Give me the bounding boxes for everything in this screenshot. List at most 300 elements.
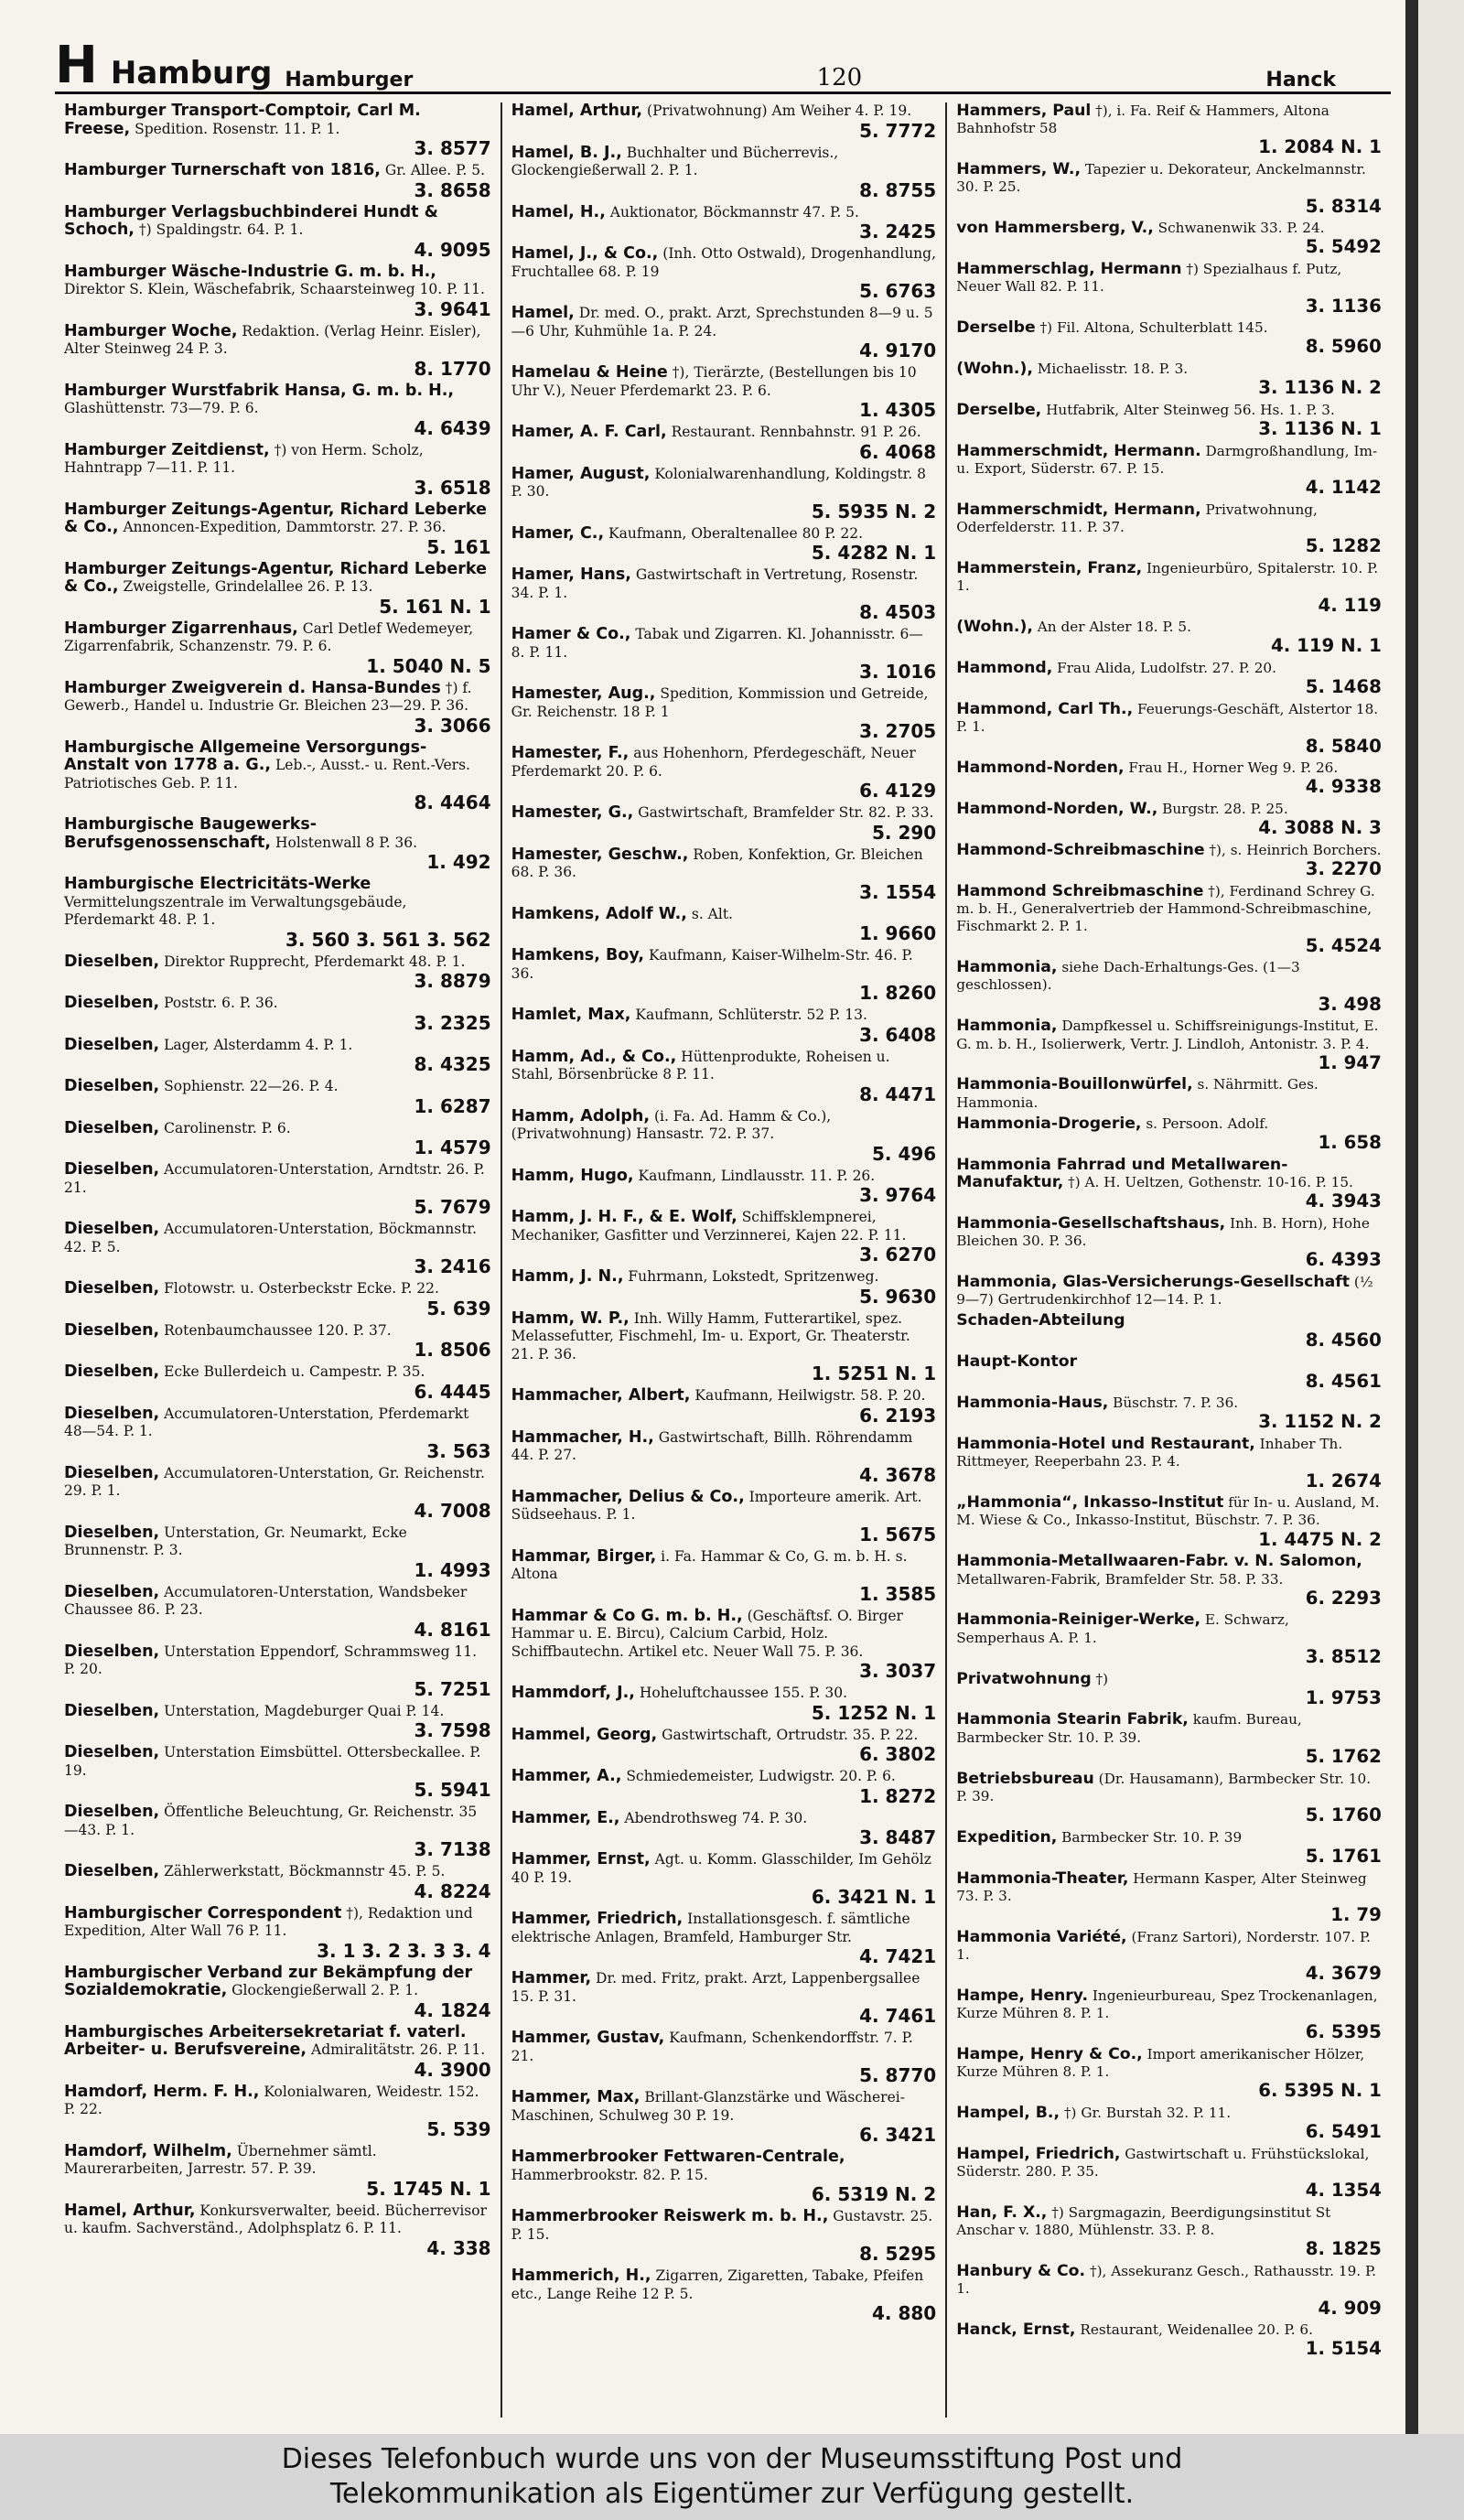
- footer-notice: [0, 2434, 1464, 2520]
- entry-details: Roben, Konfektion, Gr. Bleichen 68. P. 36.: [511, 845, 923, 880]
- entry-details: Kolonialwaren, Weidestr. 152. P. 22.: [64, 2083, 479, 2117]
- entry-phone-number: 1. 4305: [859, 399, 937, 421]
- entry-name: Dieselben,: [64, 994, 160, 1012]
- entry-name: Dieselben,: [64, 1404, 160, 1423]
- entry-details: s. Persoon. Adolf.: [1146, 1115, 1269, 1132]
- entry-name: Haupt-Kontor: [956, 1352, 1078, 1372]
- entry-name: Hammerschmidt, Hermann.: [956, 441, 1201, 460]
- directory-entry: [511, 626, 937, 682]
- entry-details: Accumulatoren-Unterstation, Böckmannstr. 42. P. 5.: [64, 1221, 478, 1255]
- directory-entry: [956, 959, 1382, 1014]
- entry-phone-number: 5. 1762: [1305, 1745, 1382, 1767]
- entry-phone-number: 3. 8512: [1305, 1645, 1382, 1667]
- entry-name: Hamm, Adolph,: [511, 1106, 650, 1125]
- directory-entry: [511, 745, 937, 801]
- entry-phone-number: 3. 9764: [859, 1184, 937, 1206]
- directory-entry: [956, 161, 1382, 216]
- entry-details: i. Fa. Hammar & Co, G. m. b. H. s. Altona: [511, 1547, 908, 1582]
- entry-details: Hutfabrik, Alter Steinweg 56. Hs. 1. P. 3.: [1046, 402, 1335, 419]
- directory-entry: [64, 1037, 491, 1075]
- entry-name: Hamburger Wäsche-Industrie G. m. b. H.,: [64, 262, 436, 281]
- directory-entry: [956, 1987, 1382, 2042]
- entry-name: Hammond-Norden,: [956, 759, 1125, 778]
- directory-entry: [511, 1489, 937, 1545]
- entry-name: Hamburgische Electricitäts-Werke: [64, 875, 371, 893]
- directory-entry: [64, 162, 491, 200]
- directory-entry: [511, 2030, 937, 2085]
- entry-phone-number: 1. 3585: [859, 1582, 937, 1605]
- entry-details: Unterstation Eimsbüttel. Ottersbeckallee. P. 19.: [64, 1744, 481, 1779]
- entry-details: Accumulatoren-Unterstation, Gr. Reichenstr. 29. P. 1.: [64, 1464, 485, 1499]
- entry-details: Restaurant, Weidenallee 20. P. 6.: [1080, 2321, 1313, 2339]
- entry-details: (Geschäftsf. O. Birger Hammar u. E. Bircu), Calcium Carbid, Holz. Schiffbautechn. Artikel etc. Neuer Wall 75. P. 36.: [511, 1607, 903, 1660]
- entry-phone-number: 1. 6287: [414, 1094, 491, 1117]
- entry-phone-number: 5. 8314: [1305, 195, 1382, 217]
- entry-details: Hüttenprodukte, Roheisen u. Stahl, Börsenbrücke 8 P. 11.: [511, 1048, 890, 1082]
- entry-phone-number: 3. 6518: [414, 476, 491, 499]
- entry-phone-number: 1. 5675: [859, 1523, 937, 1545]
- entry-phone-number: 3. 1016: [859, 661, 937, 683]
- directory-entry: [956, 1611, 1382, 1666]
- entry-name: Derselbe: [956, 318, 1036, 338]
- directory-entry: [64, 1643, 491, 1699]
- directory-entry: [64, 1363, 491, 1402]
- entry-name: Hamel, B. J.,: [511, 143, 622, 162]
- entry-name: Hamester, Geschw.,: [511, 845, 689, 864]
- entry-details: Unterstation Eppendorf, Schrammsweg 11. P. 20.: [64, 1642, 478, 1677]
- entry-phone-number: 3. 563: [426, 1439, 491, 1462]
- directory-entry: [511, 525, 937, 564]
- adjacent-page-edge: [1405, 0, 1464, 2434]
- directory-entry: [64, 102, 491, 158]
- entry-details: Konkursverwalter, beeid. Bücherrevisor u. kaufm. Sachverständ., Adolphsplatz 6. P. 11.: [64, 2202, 488, 2236]
- footer-line-2: Telekommunikation als Eigentümer zur Verfügung gestellt.: [329, 2478, 1135, 2510]
- directory-entry: [956, 402, 1382, 439]
- entry-phone-number: 4. 9095: [414, 238, 491, 261]
- entry-details: Kaufmann, Schlüterstr. 52 P. 13.: [635, 1007, 867, 1023]
- entry-details: †), Redaktion und Expedition, Alter Wall 76 P. 11.: [64, 1904, 473, 1939]
- entry-name: Hammonia Variété,: [956, 1927, 1127, 1946]
- entry-phone-number: 6. 4445: [414, 1380, 491, 1403]
- entry-phone-number: 4. 3088 N. 3: [1258, 817, 1382, 839]
- entry-name: Hamburger Verlagsbuchbinderei Hundt & Schoch,: [64, 202, 438, 239]
- entry-name: Hamburger Zeitdienst,: [64, 440, 270, 459]
- entry-phone-number: 3. 2270: [1305, 858, 1382, 880]
- entry-name: Hammacher, Delius & Co.,: [511, 1487, 745, 1506]
- entry-details: †), i. Fa. Reif & Hammers, Altona Bahnhofstr 58: [956, 102, 1329, 137]
- directory-entry: [956, 1671, 1382, 1708]
- entry-details: Dr. med. Fritz, prakt. Arzt, Lappenbergsallee 15. P. 31.: [511, 1970, 920, 2005]
- entry-details: Redaktion. (Verlag Heinr. Eisler), Alter Steinweg 24 P. 3.: [64, 322, 481, 357]
- entry-name: Hamburgische Allgemeine Versorgungs-Anstalt von 1778 a. G.,: [64, 738, 427, 774]
- entry-phone-number: 3. 1136: [1305, 295, 1382, 317]
- entry-phone-number: 6. 5491: [1305, 2121, 1382, 2143]
- entry-name: Hammacher, H.,: [511, 1427, 654, 1447]
- entry-details: Gastwirtschaft, Ortrudstr. 35. P. 22.: [662, 1726, 919, 1743]
- entry-name: Hamburgischer Correspondent: [64, 1903, 342, 1922]
- directory-entry: [64, 1322, 491, 1361]
- entry-name: Hammond-Schreibmaschine: [956, 841, 1205, 860]
- entry-phone-number: 4. 3679: [1305, 1963, 1382, 1985]
- directory-entry: [511, 1727, 937, 1765]
- entry-phone-number: 1. 2674: [1305, 1470, 1382, 1492]
- entry-name: Hamburger Transport-Comptoir, Carl M. Freese,: [64, 102, 421, 138]
- directory-entry: [956, 1076, 1382, 1111]
- entry-details: Kaufmann, Kaiser-Wilhelm-Str. 46. P. 36.: [511, 947, 913, 982]
- directory-entry: [511, 1911, 937, 1966]
- entry-phone-number: 5. 4524: [1305, 934, 1382, 956]
- entry-details: Unterstation, Gr. Neumarkt, Ecke Brunnenstr. P. 3.: [64, 1524, 407, 1558]
- entry-details: Accumulatoren-Unterstation, Pferdemarkt 48—54. P. 1.: [64, 1405, 469, 1439]
- directory-entry: [64, 1465, 491, 1521]
- entry-name: Hamburgisches Arbeitersekretariat f. vaterl. Arbeiter- u. Berufsvereine,: [64, 2022, 467, 2059]
- entry-name: Hammar, Birger,: [511, 1546, 657, 1566]
- entry-name: Hamburger Wurstfabrik Hansa, G. m. b. H.,: [64, 381, 455, 400]
- entry-name: von Hammersberg, V.,: [956, 219, 1154, 238]
- entry-phone-number: 4. 6439: [414, 416, 491, 439]
- entry-name: „Hammonia“, Inkasso-Institut: [956, 1493, 1224, 1513]
- entry-name: Hamm, J. N.,: [511, 1267, 624, 1286]
- entry-details: Leb.-, Ausst.- u. Rent.-Vers. Patriotisches Geb. P. 11.: [64, 757, 470, 792]
- directory-entry: [511, 466, 937, 522]
- entry-phone-number: 3. 6270: [859, 1244, 937, 1265]
- entry-phone-number: 5. 6763: [859, 280, 937, 302]
- directory-entry: [956, 1436, 1382, 1491]
- entry-phone-number: 3. 8658: [414, 178, 491, 201]
- entry-details: s. Alt.: [691, 905, 733, 922]
- directory-entry: [511, 204, 937, 242]
- entry-name: Dieselben,: [64, 1320, 160, 1340]
- entry-phone-number: 1. 4579: [414, 1136, 491, 1158]
- entry-name: Hampel, Friedrich,: [956, 2144, 1121, 2163]
- entry-name: Hamburger Zweigverein d. Hansa-Bundes: [64, 678, 441, 697]
- entry-phone-number: 1. 4475 N. 2: [1258, 1528, 1382, 1550]
- entry-details: Hammerbrookstr. 82. P. 15.: [511, 2166, 708, 2183]
- directory-entry: [956, 102, 1382, 157]
- directory-entry: [511, 102, 937, 141]
- entry-phone-number: 5. 161 N. 1: [379, 595, 491, 618]
- entry-phone-number: 5. 639: [426, 1297, 491, 1319]
- entry-name: Hammerbrooker Reiswerk m. b. H.,: [511, 2207, 829, 2225]
- entry-phone-number: 4. 1142: [1305, 477, 1382, 499]
- entry-name: Hammer, Friedrich,: [511, 1910, 684, 1928]
- directory-entry: [64, 876, 491, 950]
- directory-entry: [511, 1429, 937, 1485]
- entry-phone-number: 1. 492: [426, 851, 491, 873]
- entry-name: Hamburger Turnerschaft von 1816,: [64, 161, 381, 179]
- directory-columns: [55, 102, 1391, 2418]
- entry-details: Spedition. Rosenstr. 11. P. 1.: [135, 120, 340, 137]
- directory-entry: [956, 1870, 1382, 1925]
- entry-phone-number: 6. 3421: [859, 2124, 937, 2146]
- entry-name: Hanck, Ernst,: [956, 2321, 1076, 2340]
- entry-name: Hammdorf, J.,: [511, 1684, 635, 1702]
- entry-phone-number: 4. 7008: [414, 1499, 491, 1522]
- directory-entry: [956, 1312, 1382, 1350]
- entry-phone-number: 6. 5395 N. 1: [1258, 2080, 1382, 2102]
- entry-name: Hampe, Henry & Co.,: [956, 2044, 1143, 2063]
- directory-entry: [956, 319, 1382, 357]
- entry-details: Auktionator, Böckmannstr 47. P. 5.: [609, 203, 859, 221]
- entry-phone-number: 5. 539: [426, 2117, 491, 2140]
- directory-entry: [64, 323, 491, 379]
- entry-name: Dieselben,: [64, 1035, 160, 1054]
- directory-entry: [511, 424, 937, 462]
- entry-phone-number: 3. 8577: [414, 137, 491, 159]
- entry-details: An der Alster 18. P. 5.: [1037, 619, 1191, 636]
- entry-phone-number: 8. 4471: [859, 1082, 937, 1105]
- entry-details: Büschstr. 7. P. 36.: [1113, 1395, 1239, 1412]
- directory-entry: [64, 1804, 491, 1859]
- entry-name: Hammerschmidt, Hermann,: [956, 501, 1201, 520]
- entry-name: Hammer, Ernst,: [511, 1850, 651, 1868]
- entry-details: Inhaber Th. Rittmeyer, Reeperbahn 23. P. 4.: [956, 1436, 1343, 1470]
- directory-entry: [64, 1161, 491, 1217]
- directory-entry: [511, 804, 937, 843]
- entry-details: (Privatwohnung) Am Weiher 4. P. 19.: [647, 102, 912, 119]
- entry-phone-number: 8. 5295: [859, 2243, 937, 2265]
- entry-details: kaufm. Bureau, Barmbecker Str. 10. P. 39.: [956, 1711, 1302, 1746]
- entry-phone-number: 3. 3066: [414, 714, 491, 737]
- entry-phone-number: 6. 5395: [1305, 2021, 1382, 2043]
- entry-details: Gastwirtschaft in Vertretung, Rosenstr. 34. P. 1.: [511, 566, 919, 601]
- entry-name: Dieselben,: [64, 1582, 160, 1601]
- entry-details: Rotenbaumchaussee 120. P. 37.: [164, 1321, 392, 1339]
- entry-details: Spedition, Kommission und Getreide, Gr. Reichenstr. 18 P. 1: [511, 685, 929, 720]
- directory-entry: [956, 2204, 1382, 2259]
- entry-phone-number: 5. 1252 N. 1: [811, 1701, 937, 1724]
- directory-entry: [64, 1221, 491, 1276]
- entry-name: Hamm, Ad., & Co.,: [511, 1047, 677, 1066]
- directory-entry: [511, 1548, 937, 1604]
- entry-details: Übernehmer sämtl. Maurerarbeiten, Jarrestr. 57. P. 39.: [64, 2142, 377, 2177]
- entry-phone-number: 3. 1 3. 2 3. 3 3. 4: [317, 1939, 491, 1962]
- entry-phone-number: 3. 1136 N. 2: [1258, 377, 1382, 399]
- entry-name: Hampel, B.,: [956, 2104, 1060, 2123]
- entry-details: für In- u. Ausland, M. M. Wiese & Co., Inkasso-Institut, Büschstr. 7. P. 36.: [956, 1494, 1380, 1529]
- entry-phone-number: 4. 8161: [414, 1618, 491, 1641]
- directory-entry: [511, 906, 937, 944]
- entry-phone-number: 3. 8879: [414, 970, 491, 992]
- entry-phone-number: 4. 9338: [1305, 776, 1382, 798]
- entry-details: Accumulatoren-Unterstation, Arndtstr. 26. P. 21.: [64, 1161, 485, 1196]
- entry-phone-number: 5. 1761: [1305, 1845, 1382, 1867]
- directory-entry: [956, 220, 1382, 257]
- entry-details: Vermittelungszentrale im Verwaltungsgebäude, Pferdemarkt 48. P. 1.: [64, 893, 407, 928]
- entry-phone-number: 3. 1554: [859, 880, 937, 903]
- page-header: [55, 37, 1391, 94]
- adjacent-page-strip: [1418, 0, 1464, 2434]
- entry-name: Hammer, E.,: [511, 1808, 620, 1827]
- directory-entry: [511, 947, 937, 1003]
- entry-name: Dieselben,: [64, 1220, 160, 1238]
- entry-name: Hammers, Paul: [956, 102, 1092, 120]
- entry-name: Dieselben,: [64, 1803, 160, 1821]
- entry-details: Accumulatoren-Unterstation, Wandsbeker Chaussee 86. P. 23.: [64, 1583, 468, 1618]
- entry-name: Hamelau & Heine: [511, 363, 668, 382]
- entry-phone-number: 4. 3900: [414, 2058, 491, 2081]
- directory-entry: [64, 1120, 491, 1158]
- entry-name: Hamester, Aug.,: [511, 684, 656, 703]
- entry-phone-number: 5. 5941: [414, 1779, 491, 1801]
- entry-details: Kaufmann, Oberaltenallee 80 P. 22.: [608, 524, 864, 542]
- entry-name: Hamburger Woche,: [64, 321, 238, 340]
- directory-entry: [64, 1905, 491, 1961]
- directory-entry: [64, 442, 491, 498]
- entry-phone-number: 3. 7598: [414, 1719, 491, 1741]
- entry-name: Hamel, Arthur,: [64, 2201, 196, 2220]
- entry-phone-number: 5. 7251: [414, 1677, 491, 1700]
- directory-entry: [956, 759, 1382, 797]
- entry-details: Inh. Willy Hamm, Futterartikel, spez. Melassefutter, Fischmehl, Im- u. Export, Gr. Theaterstr. 21. P. 36.: [511, 1309, 910, 1362]
- entry-phone-number: 3. 560 3. 561 3. 562: [285, 928, 491, 951]
- entry-name: Hamkens, Adolf W.,: [511, 904, 687, 923]
- entry-details: Feuerungs-Geschäft, Alstertor 18. P. 1.: [956, 701, 1379, 736]
- entry-name: Hammonia-Drogerie,: [956, 1114, 1142, 1133]
- directory-entry: [64, 995, 491, 1033]
- entry-details: Carl Detlef Wedemeyer, Zigarrenfabrik, Schanzenstr. 79. P. 6.: [64, 619, 474, 654]
- entry-name: Hamburgische Baugewerks-Berufsgenossenschaft,: [64, 815, 318, 852]
- entry-name: Hamer, Hans,: [511, 565, 631, 584]
- entry-details: Abendrothsweg 74. P. 30.: [624, 1809, 808, 1826]
- directory-entry: [511, 2267, 937, 2323]
- directory-entry: [956, 1215, 1382, 1270]
- directory-entry: [511, 1209, 937, 1265]
- entry-name: Hammar & Co G. m. b. H.,: [511, 1606, 743, 1625]
- entry-details: Kaufmann, Schenkendorffstr. 7. P. 21.: [511, 2030, 913, 2064]
- entry-name: Hamer, A. F. Carl,: [511, 423, 667, 441]
- directory-entry: [956, 361, 1382, 398]
- section-letter: H: [55, 36, 98, 95]
- entry-name: Schaden-Abteilung: [956, 1311, 1125, 1330]
- entry-details: Zählerwerkstatt, Böckmannstr 45. P. 5.: [164, 1863, 446, 1879]
- entry-phone-number: 5. 4282 N. 1: [811, 542, 937, 564]
- entry-details: Poststr. 6. P. 36.: [164, 995, 278, 1011]
- entry-name: Dieselben,: [64, 1523, 160, 1542]
- entry-name: Hammond-Norden, W.,: [956, 800, 1158, 819]
- entry-phone-number: 1. 5154: [1305, 2338, 1382, 2360]
- entry-details: Fuhrmann, Lokstedt, Spritzenweg.: [628, 1268, 879, 1285]
- directory-entry: [64, 204, 491, 260]
- entry-name: Hamm, J. H. F., & E. Wolf,: [511, 1208, 737, 1226]
- page-number: 120: [816, 64, 863, 92]
- first-entry-keyword: Hamburger: [285, 69, 414, 92]
- entry-name: Hammacher, Albert,: [511, 1386, 691, 1405]
- directory-entry: [511, 1851, 937, 1907]
- entry-details: Öffentliche Beleuchtung, Gr. Reichenstr. 35—43. P. 1.: [64, 1804, 478, 1838]
- entry-details: Sophienstr. 22—26. P. 4.: [164, 1078, 339, 1094]
- directory-entry: [956, 1711, 1382, 1766]
- entry-details: Dampfkessel u. Schiffsreinigungs-Institut, E. G. m. b. H., Isolierwerk, Vertr. J. Lindloh, Antonistr. 3. P. 4.: [956, 1018, 1379, 1052]
- entry-phone-number: 8. 4325: [414, 1053, 491, 1075]
- directory-entry: [511, 1685, 937, 1723]
- entry-name: Hanbury & Co.: [956, 2262, 1086, 2281]
- entry-phone-number: 8. 8755: [859, 178, 937, 201]
- entry-name: Hammers, W.,: [956, 160, 1082, 179]
- entry-details: (½ 9—7) Gertrudenkirchhof 12—14. P. 1.: [956, 1273, 1373, 1308]
- entry-name: Dieselben,: [64, 1743, 160, 1761]
- directory-entry: [511, 1387, 937, 1426]
- entry-details: Buchhalter und Bücherrevis., Glockengießerwall 2. P. 1.: [511, 144, 839, 178]
- entry-phone-number: 5. 7772: [859, 119, 937, 142]
- directory-entry: [511, 2089, 937, 2145]
- directory-entry: [956, 1353, 1382, 1391]
- entry-details: Tapezier u. Dekorateur, Anckelmannstr. 30. P. 25.: [956, 161, 1366, 196]
- entry-phone-number: 1. 8506: [414, 1339, 491, 1361]
- entry-phone-number: 5. 5935 N. 2: [811, 500, 937, 522]
- entry-phone-number: 3. 2416: [414, 1255, 491, 1277]
- entry-details: Lager, Alsterdamm 4. P. 1.: [164, 1036, 353, 1053]
- entry-name: Hamer, August,: [511, 464, 651, 483]
- directory-entry: [956, 2146, 1382, 2201]
- entry-name: (Wohn.),: [956, 618, 1033, 637]
- entry-phone-number: 8. 1770: [414, 357, 491, 380]
- directory-entry: [956, 1929, 1382, 1984]
- entry-details: †), s. Heinrich Borchers.: [1209, 842, 1382, 859]
- entry-phone-number: 5. 5492: [1305, 236, 1382, 258]
- entry-name: Hamburger Zeitungs-Agentur, Richard Leberke & Co.,: [64, 500, 487, 536]
- entry-phone-number: 4. 7421: [859, 1945, 937, 1967]
- directory-entry: [64, 1078, 491, 1116]
- header-left: [55, 36, 414, 95]
- entry-name: Hammerstein, Franz,: [956, 559, 1143, 578]
- entry-name: Hammonia-Bouillonwürfel,: [956, 1075, 1193, 1094]
- entry-phone-number: 1. 947: [1318, 1051, 1382, 1073]
- entry-name: Hammonia, Glas-Versicherungs-Gesellschaft: [956, 1272, 1351, 1291]
- entry-name: Hamburgischer Verband zur Bekämpfung der Sozialdemokratie,: [64, 1963, 473, 1999]
- entry-name: Hammer, Gustav,: [511, 2029, 665, 2047]
- entry-name: (Wohn.),: [956, 360, 1033, 379]
- entry-phone-number: 4. 1354: [1305, 2180, 1382, 2202]
- entry-details: †) f. Gewerb., Handel u. Industrie Gr. Bleichen 23—29. P. 36.: [64, 679, 472, 714]
- entry-phone-number: 1. 658: [1318, 1132, 1382, 1154]
- entry-phone-number: 4. 909: [1318, 2297, 1382, 2319]
- entry-phone-number: 5. 8770: [859, 2064, 937, 2086]
- directory-entry: [64, 816, 491, 872]
- entry-details: †), Tierärzte, (Bestellungen bis 10 Uhr V.), Neuer Pferdemarkt 23. P. 6.: [511, 364, 917, 399]
- entry-details: Schiffsklempnerei, Mechaniker, Gasfitter und Verzinnerei, Kajen 22. P. 11.: [511, 1209, 907, 1244]
- entry-phone-number: 8. 4561: [1305, 1370, 1382, 1392]
- entry-phone-number: 1. 5040 N. 5: [366, 654, 491, 677]
- directory-entry: [64, 264, 491, 319]
- entry-details: Holstenwall 8 P. 36.: [275, 834, 418, 851]
- directory-entry: [64, 382, 491, 438]
- entry-details: Hermann Kasper, Alter Steinweg 73. P. 3.: [956, 1869, 1367, 1904]
- directory-entry: [956, 2105, 1382, 2142]
- entry-phone-number: 8. 4464: [414, 792, 491, 813]
- entry-details: Brillant-Glanzstärke und Wäscherei-Maschinen, Schulweg 30 P. 19.: [511, 2089, 905, 2124]
- entry-details: Gastwirtschaft u. Frühstückslokal, Süderstr. 280. P. 35.: [956, 2145, 1370, 2181]
- directory-entry: [956, 660, 1382, 697]
- entry-details: Ecke Bullerdeich u. Campestr. P. 35.: [164, 1363, 425, 1380]
- entry-name: Derselbe,: [956, 401, 1042, 420]
- entry-phone-number: 3. 7138: [414, 1838, 491, 1860]
- directory-entry: [511, 1608, 937, 1682]
- entry-name: Hamester, F.,: [511, 744, 630, 762]
- entry-phone-number: 1. 9753: [1305, 1686, 1382, 1708]
- directory-entry: [956, 842, 1382, 879]
- entry-name: Hammonia-Metallwaaren-Fabr. v. N. Salomon,: [956, 1552, 1362, 1571]
- directory-entry: [64, 1584, 491, 1640]
- directory-entry: [511, 1768, 937, 1806]
- entry-details: Restaurant. Rennbahnstr. 91 P. 26.: [671, 424, 921, 440]
- directory-entry: [956, 1018, 1382, 1072]
- entry-phone-number: 5. 496: [871, 1142, 937, 1165]
- entry-details: Admiralitätstr. 26. P. 11.: [311, 2041, 486, 2058]
- directory-entry: [511, 846, 937, 902]
- directory-entry: [511, 1007, 937, 1045]
- directory-entry: [64, 2143, 491, 2199]
